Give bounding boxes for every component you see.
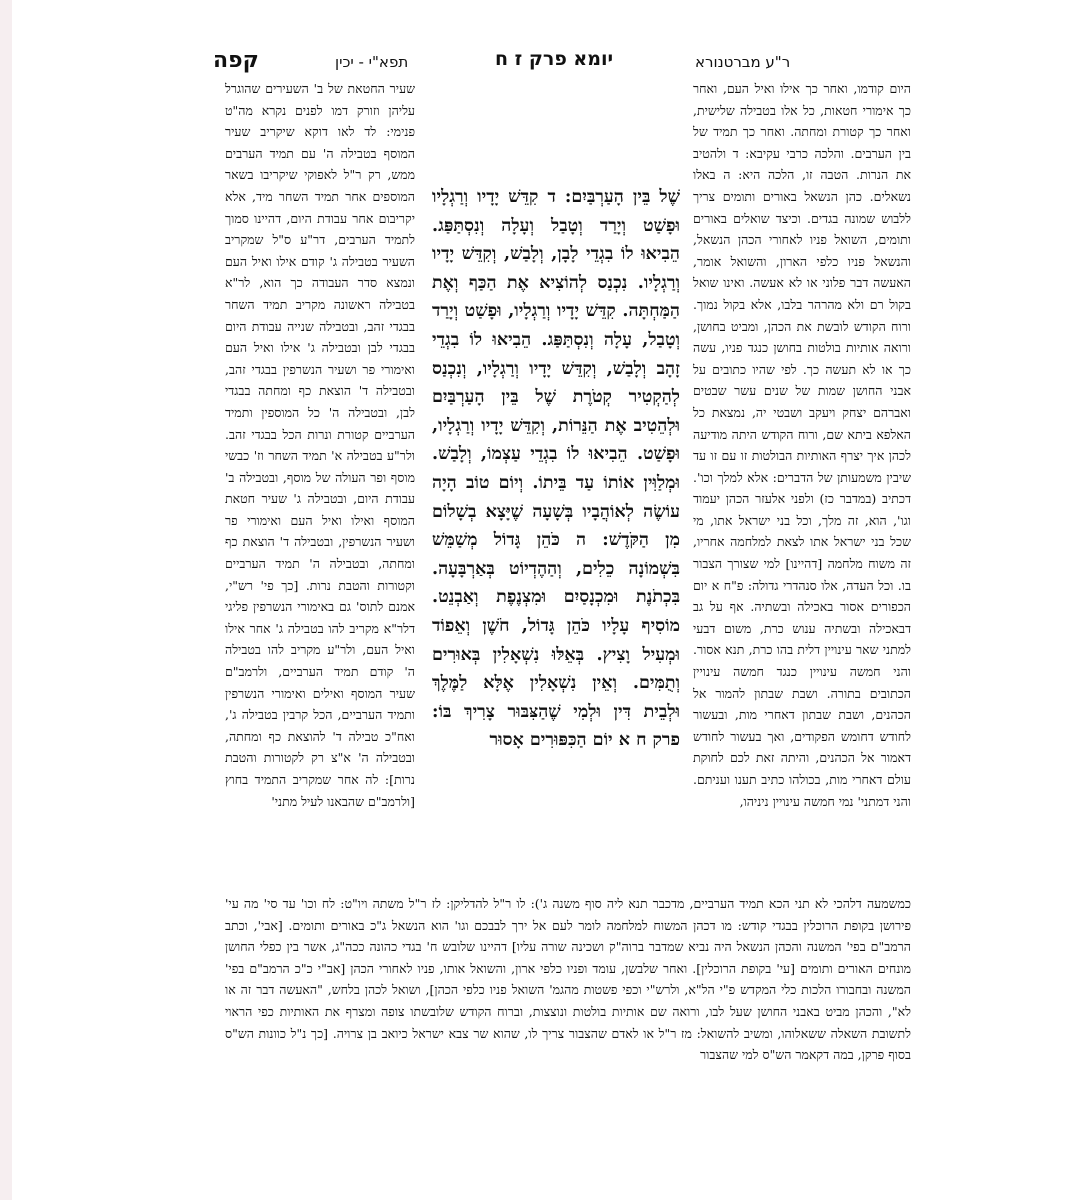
tiferet-yisrael-commentary-column [225,78,415,890]
tractate-chapter-title: יומא פרק ז ח [495,48,614,70]
mishnah-text: שֶׁל בֵּין הָעַרְבַּיִם: ד קִדֵּשׁ יָדָיו וְרַגְלָיו וּפָשַׁט וְיָרַד וְטָבַל וְעָלָה וְנִסְתַּפַּג. הֵבִיאוּ לוֹ בִגְדֵי לָבָן, וְלָבַשׁ, וְקִדֵּשׁ יָדָיו וְרַגְלָיו. נִכְנַס לְהוֹצִיא אֶת הַכַּף וְאֶת הַמַּחְתָּה. קִדֵּשׁ יָדָיו וְרַגְלָיו, וּפָשַׁט וְיָרַד וְטָבַל, עָלָה וְנִסְתַּפַּג. הֵבִיאוּ לוֹ בִגְדֵי זָהָב וְלָבַשׁ, וְקִדֵּשׁ יָדָיו וְרַגְלָיו, וְנִכְנַס לְהַקְטִיר קְטֹרֶת שֶׁל בֵּין הָעַרְבַּיִם וּלְהֵטִיב אֶת הַנֵּרוֹת, וְקִדֵּשׁ יָדָיו וְרַגְלָיו, וּפָשַׁט. הֵבִיאוּ לוֹ בִגְדֵי עַצְמוֹ, וְלָבַשׁ. וּמְלַוִּין אוֹתוֹ עַד בֵּיתוֹ. וְיוֹם טוֹב הָיָה עוֹשֶׂה לְאוֹהֲבָיו בְּשָׁעָה שֶׁיָּצָא בְשָׁלוֹם מִן הַקֹּדֶשׁ: ה כֹּהֵן גָּדוֹל מְשַׁמֵּשׁ בִּשְׁמוֹנָה כֵלִים, וְהַהֶדְיוֹט בְּאַרְבָּעָה. בִּכְתֹנֶת וּמִכְנָסַיִם וּמִצְנֶפֶת וְאַבְנֵט. מוֹסִיף עָלָיו כֹּהֵן גָּדוֹל, חֹשֶׁן וְאֵפוֹד וּמְעִיל וָצִיץ. בְּאֵלּוּ נִשְׁאָלִין בְּאוּרִים וְתֻמִּים. וְאֵין נִשְׁאָלִין אֶלָּא לַמֶּלֶךְ וּלְבֵית דִּין וּלְמִי שֶׁהַצִּבּוּר צָרִיךְ בּוֹ: פרק ח א יוֹם הַכִּפּוּרִים אָסוּר [432,187,680,751]
commentary-name-label: ר"ע מברטנורא [695,53,791,71]
bartenura-commentary-text: היום קודמו, ואחר כך אילו ואיל העם, ואחר כך אימורי חטאות, כל אלו בטבילה שלישית, ואחר כך קטורת ומחתה. ואחר כך תמיד של בין הערבים. והלכה כרבי עקיבא: ד ולהטיב את הנרות. הטבה זו, הלכה היא: ה באלו נשאלים. כהן הנשאל באורים ותומים צריך ללבוש שמונה בגדים. וכיצד שואלים באורים ותומים, השואל פניו לאחורי הכהן הנשאל, והנשאל פניו כלפי הארון, והשואל אומר, האעשה דבר פלוני או לא אעשה. ואינו שואל בקול רם ולא מהרהר בלבו, אלא בקול נמוך. ורוח הקודש לובשת את הכהן, ומביט בחושן, ורואה אותיות בולטות בחושן כנגד פניו, עשה כך או לא תעשה כך. לפי שהיו כתובים על אבני החושן שמות של שנים עשר שבטים ואברהם יצחק ויעקב ושבטי יה, נמצאת כל האלפא ביתא שם, ורוח הקודש היתה מודיעה לכהן איך יצרף האותיות הבולטות זו עם זו עד שיבין משמעותן של הדברים: אלא למלך וכו'. דכתיב (במדבר כז) ולפני אלעזר הכהן יעמוד וגו', הוא, זה מלך, וכל בני ישראל אתו, מי שכל בני ישראל אתו לצאת למלחמה אחריו, זה משוח מלחמה [דהיינו] למי שצורך הצבור בו. וכל העדה, אלו סנהדרי גדולה: פ"ח א יום הכפורים אסור באכילה ובשתיה. אף על גב דבאכילה ובשתיה ענוש כרת, משום דבעי למתני שאר עינויין דלית בהו כרת, תנא אסור. והני חמשה עינויין כנגד חמשה עינויין הכתובים בתורה. ושבת שבתון להמור אל הכהנים, ושבת שבתון דאחרי מות, ובעשור לחודש דחומש הפקודים, ואך בעשור לחודש דאמור אל הכהנים, והיתה זאת לכם לחוקת עולם דאחרי מות, בכולהו כתיב תענו ועניתם. והני דמתני' נמי חמשה עינויין ניניהו, [693,81,911,809]
leaf-number: קפה [213,48,259,73]
bottom-commentary-text: כמשמעה דלהכי לא תני הכא תמיד הערביים, מדכבר תנא ליה סוף משנה ג'): לו ר"ל להדליקן: לז ר"ל משתה ויו"ט: לח וכו' עד סי' מה עי' פירושן בקופת הרוכלין בבגדי קודש: מו דכהן המשוח למלחמה לומר לעם אל ירך לבבכם וגו' הוא הנשאל ג"כ באורים ותומים. [אבי', וכתב הרמב"ם בפי' המשנה והכהן הנשאל היה נביא שמדבר ברוה"ק ושכינה שורה עליו] דהיינו שלובש ח' בגדי כהונה ככה"ג, אשר בין כפלי החושן מונחים האורים ותומים [עי' בקופת הרוכלין]. ואחר שלבשן, עומד ופניו כלפי ארון, והשואל אותו, פניו לאחורי הכהן [אב"י כ"כ הרמב"ם בפי' המשנה ובחבורו הלכות כלי המקדש פ"י הל"א, ולרש"י וכפי פשטות מהגמ' השואל פניו כלפי הכהן], ושואל לכהן בלחש, "האעשה דבר זה או לא", והכהן מביט באבני החושן שעל לבו, ורואה שם אותיות בולטות ונוצצות, וברוח הקודש שלובשתו צופה ומצרף את האותיות כפי הראוי לתשובת השאלה ששאלוהו, ומשיב להשואל: מז ר"ל או לאדם שהצבור צריך לו, שהוא שר צבא ישראל כיואב בן צרויה. [כך נ"ל כוונות הש"ס בסוף פרקן, במה דקאמר הש"ס למי שהצבור [225,896,911,1063]
commentary-range-label: תפא"י - יכין [335,53,409,71]
page-edge [0,0,12,1200]
mishnah-text-column [432,183,680,890]
bartenura-commentary-column [693,78,911,890]
bottom-commentary-block [225,893,911,1123]
tiferet-yisrael-commentary-text: שעיר החטאת של ב' השעירים שהוגרל עליהן וזורק דמו לפנים נקרא מה"ט פנימי: לד לאו דוקא שיקריב שעיר המוסף בטבילה ה' עם תמיד הערבים ממש, רק ר"ל לאפוקי שיקריבו בשאר המוספים אחר תמיד השחר מיד, אלא יקריבום אחר עבודת היום, דהיינו סמוך לתמיד הערבים, דר"ע ס"ל שמקריב השעיר בטבילה ג' קודם אילו ואיל העם ונמצא סדר העבודה כך הוא, לר"א בטבילה ראשונה מקריב תמיד השחר בבגדי זהב, ובטבילה שנייה עבודת היום בבגדי לבן ובטבילה ג' אילו ואיל העם ואימורי פר ושעיר הנשרפין בבגדי זהב, ובטבילה ד' הוצאת כף ומחתה בבגדי לבן, ובטבילה ה' כל המוספין ותמיד הערביים קטורת ונרות הכל בבגדי זהב. ולר"ע בטבילה א' תמיד השחר וז' כבשי מוסף ופר העולה של מוסף, ובטבילה ב' עבודת היום, ובטבילה ג' שעיר חטאת המוסף ואילו ואיל העם ואימורי פר ושעיר הנשרפין, ובטבילה ד' הוצאת כף ומחתה, ובטבילה ה' תמיד הערביים וקטורות והטבת נרות. [כך פי' רש"י, אמנם לתוס' גם באימורי הנשרפין פליגי דלר"א מקריב להו בטבילה ג' אחר אילו ואיל העם, ולר"ע מקריב להו בטבילה ה' קודם תמיד הערביים, ולרמב"ם שעיר המוסף ואילים ואימורי הנשרפין ותמיד הערביים, הכל קרבין בטבילה ג', ואח"כ טבילה ד' להוצאת כף ומחתה, ובטבילה ה' א"צ רק לקטורות והטבת נרות]: לה אחר שמקריב התמיד בחוץ [ולרמב"ם שהבאנו לעיל מתני' [225,81,415,809]
